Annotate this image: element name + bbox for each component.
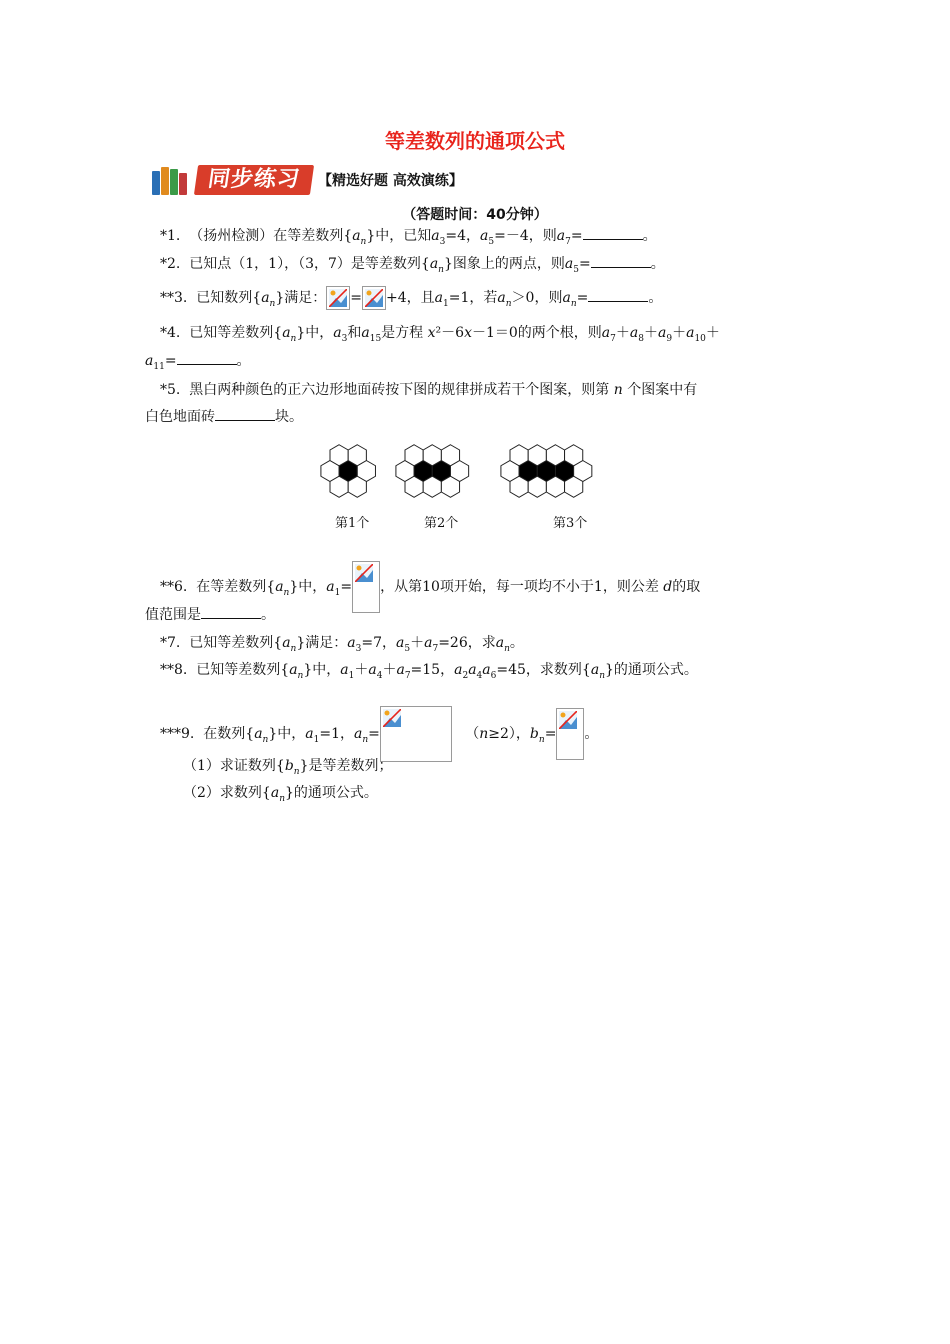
white-hexagon-tile: [423, 445, 441, 466]
problem-3: **3. 已知数列$\{a_n\}$满足： = +4，且$a_1=1$，若$a_n>0$，则$a_n=$ 。: [160, 286, 662, 314]
white-hexagon-tile: [510, 445, 528, 466]
answer-blank[interactable]: [215, 408, 275, 421]
problem-7: *7. 已知等差数列$\{a_n\}$满足：$a_3=7$，$a_5+a_7=26$，求$a_n$。: [160, 635, 524, 654]
image-placeholder-icon: [556, 708, 584, 760]
image-placeholder-icon: [380, 706, 452, 762]
problem-6: **6. 在等差数列$\{a_n\}$中，$a_1=$ ，从第10项开始，每一项均不小于1，则公差 d的取: [160, 561, 700, 613]
answer-blank[interactable]: [588, 289, 648, 302]
problem-9-part-2: （2）求数列$\{a_n\}$的通项公式。: [183, 785, 378, 804]
image-placeholder-icon: [352, 561, 380, 613]
white-hexagon-tile: [423, 476, 441, 497]
figure-caption-3: 第3个: [553, 516, 588, 531]
books-icon: [152, 165, 190, 195]
white-hexagon-tile: [546, 476, 564, 497]
problem-4: *4. 已知等差数列$\{a_n\}$中，$a_3$和$a_{15}$是方程 x²－6x－1＝0的两个根，则$a_7+a_8+a_9+a_{10}+$: [160, 325, 720, 344]
problem-8: **8. 已知等差数列$\{a_n\}$中，$a_1+a_4+a_7=15$，$a_2a_4a_6=45$，求数列$\{a_n\}$的通项公式。: [160, 662, 698, 681]
hexagon-tile-figure: [318, 440, 638, 502]
answer-blank[interactable]: [201, 606, 261, 619]
white-hexagon-tile: [441, 476, 459, 497]
white-hexagon-tile: [528, 476, 546, 497]
problem-5: *5. 黑白两种颜色的正六边形地面砖按下图的规律拼成若干个图案，则第 n 个图案中有: [160, 382, 698, 398]
page-title: 等差数列的通项公式: [385, 129, 565, 153]
figure-caption-2: 第2个: [424, 516, 459, 531]
problem-9: ***9. 在数列$\{a_n\}$中，$a_1=1$，$a_n=$ （n≥2），$b_n=$ 。: [160, 706, 598, 762]
image-placeholder-icon: [326, 286, 350, 310]
problem-6-cont: 值范围是 。: [145, 607, 275, 623]
answer-blank[interactable]: [583, 227, 643, 240]
white-hexagon-tile: [348, 476, 366, 497]
banner-title: 同步练习: [194, 165, 314, 195]
figure-caption-1: 第1个: [335, 516, 370, 531]
white-hexagon-tile: [330, 445, 348, 466]
white-hexagon-tile: [528, 445, 546, 466]
white-hexagon-tile: [405, 476, 423, 497]
white-hexagon-tile: [565, 445, 583, 466]
answer-blank[interactable]: [591, 255, 651, 268]
banner-subtitle: 【精选好题 高效演练】: [318, 173, 463, 189]
white-hexagon-tile: [405, 445, 423, 466]
white-hexagon-tile: [510, 476, 528, 497]
white-hexagon-tile: [348, 445, 366, 466]
problem-5-cont: 白色地面砖 块。: [145, 409, 303, 425]
problem-1: *1. （扬州检测）在等差数列$\{a_n\}$中，已知$a_3=4$，$a_5=-4$，则$a_7=$ 。: [160, 228, 657, 247]
time-note: （答题时间：40分钟）: [402, 207, 548, 223]
problem-9-part-1: （1）求证数列$\{b_n\}$是等差数列；: [183, 758, 393, 777]
white-hexagon-tile: [565, 476, 583, 497]
white-hexagon-tile: [330, 476, 348, 497]
image-placeholder-icon: [362, 286, 386, 310]
white-hexagon-tile: [546, 445, 564, 466]
answer-blank[interactable]: [177, 352, 237, 365]
problem-4-cont: $a_{11}=$ 。: [145, 353, 251, 372]
problem-2: *2. 已知点（1，1），（3，7）是等差数列$\{a_n\}$图象上的两点，则$a_5=$ 。: [160, 256, 665, 275]
section-banner: [152, 163, 463, 197]
white-hexagon-tile: [441, 445, 459, 466]
